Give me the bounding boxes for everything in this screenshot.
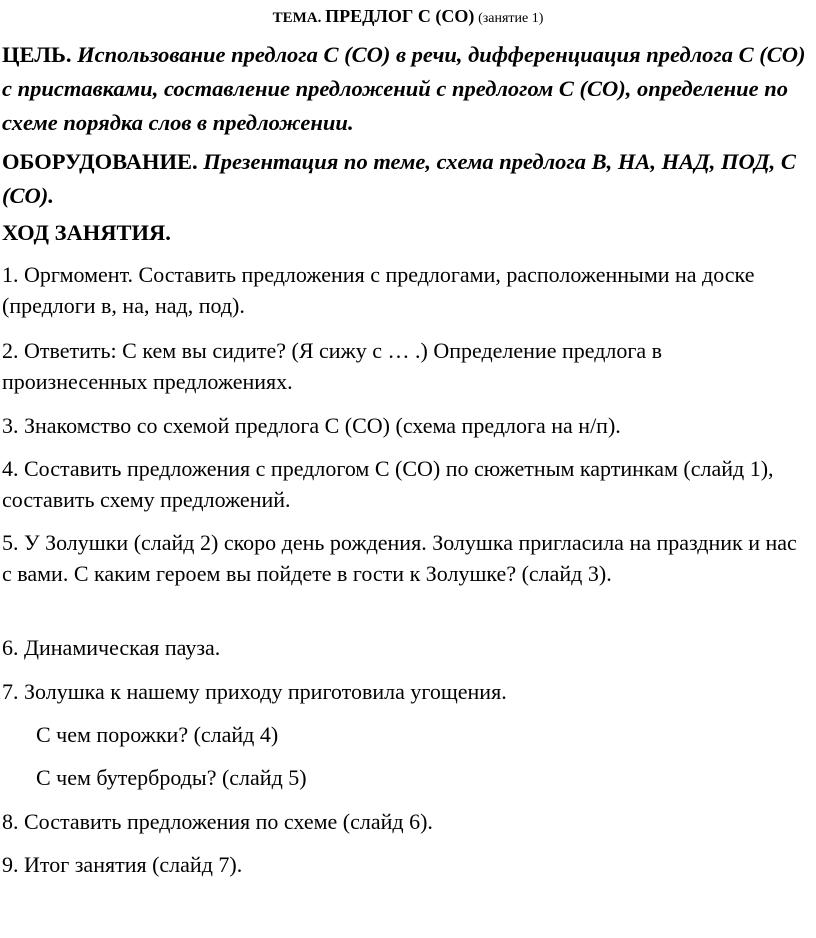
document-title [0, 6, 816, 29]
step-7-question-2: С чем бутерброды? (слайд 5) [36, 765, 307, 790]
step-1: 1. Оргмомент. Составить предложения с предлогами, расположенными на доске (предлоги в, на, над, под). [2, 262, 755, 318]
equipment-section [2, 145, 814, 213]
goal-label: ЦЕЛЬ. [2, 42, 72, 67]
goal-section [2, 38, 814, 140]
title-label: ТЕМА. [272, 10, 322, 26]
step-7-question-1: С чем порожки? (слайд 4) [36, 722, 279, 747]
step-3: 3. Знакомство со схемой предлога С (СО) (схема предлога на н/п). [2, 413, 621, 438]
title-note: (занятие 1) [478, 11, 544, 26]
step-4: 4. Составить предложения с предлогом С (СО) по сюжетным картинкам (слайд 1), составить схему предложений. [2, 456, 774, 512]
equipment-label: ОБОРУДОВАНИЕ. [2, 149, 198, 174]
title-topic: ПРЕДЛОГ С (СО) [325, 6, 475, 26]
step-5: 5. У Золушки (слайд 2) скоро день рождения. Золушка пригласила на праздник и нас с вами. С каким героем вы пойдете в гости к Золушке? (слайд 3). [2, 530, 797, 586]
goal-text: Использование предлога С (СО) в речи, дифференциация предлога С (СО) с приставками, составление предложений с предлогом С (СО), определение по схеме порядка слов в предложении. [2, 42, 806, 135]
step-6: 6. Динамическая пауза. [2, 635, 221, 660]
step-9: 9. Итог занятия (слайд 7). [2, 852, 243, 877]
course-heading: ХОД ЗАНЯТИЯ. [2, 220, 171, 245]
equipment-text: Презентация по теме, схема предлога В, НА, НАД, ПОД, С (СО). [2, 149, 796, 208]
step-8: 8. Составить предложения по схеме (слайд 6). [2, 809, 433, 834]
step-7: 7. Золушка к нашему приходу приготовила угощения. [2, 679, 507, 704]
step-2: 2. Ответить: С кем вы сидите? (Я сижу с … .) Определение предлога в произнесенных предложениях. [2, 338, 663, 394]
